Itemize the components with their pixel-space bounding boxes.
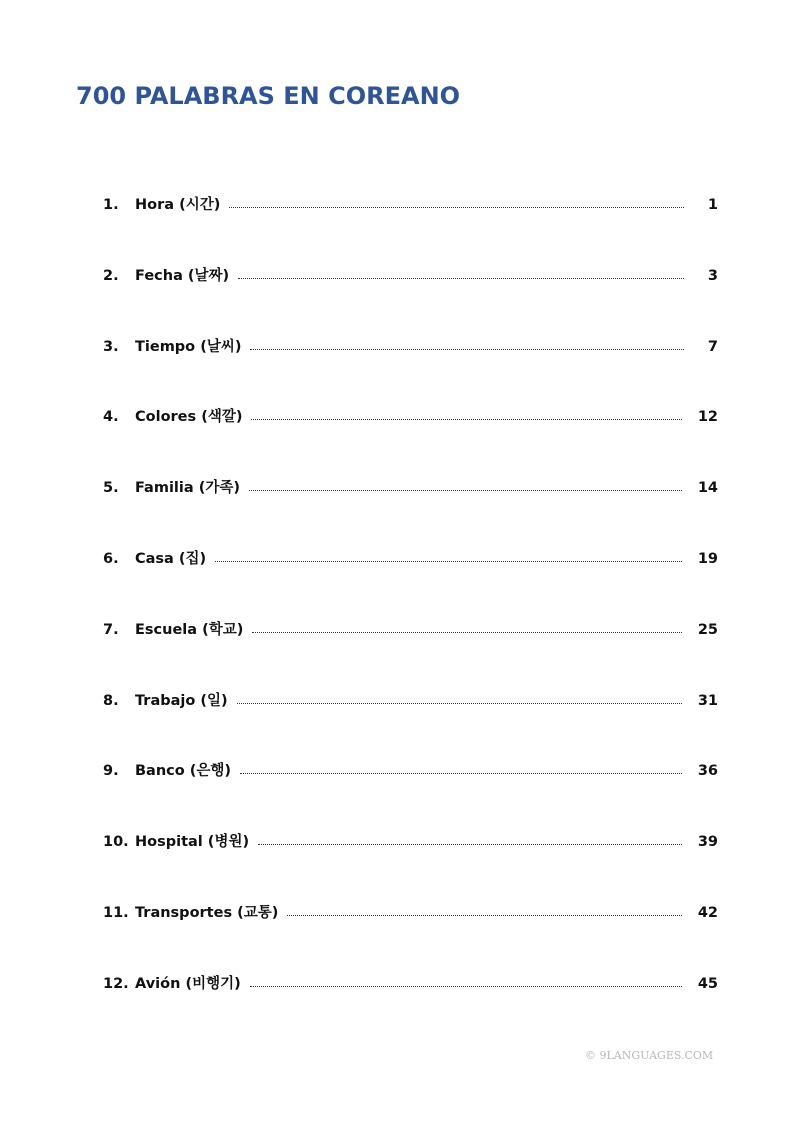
toc-entry-label: Banco (은행) (135, 763, 232, 780)
toc-entry[interactable] (103, 405, 718, 476)
toc-entry-page: 36 (697, 763, 718, 780)
toc-entry-page: 19 (697, 550, 718, 567)
toc-entry[interactable] (103, 689, 718, 760)
dot-leader (249, 489, 682, 491)
dot-leader (240, 772, 682, 774)
toc-entry[interactable] (103, 830, 718, 901)
toc-entry-page: 14 (697, 480, 718, 497)
toc-entry-page: 42 (697, 904, 718, 921)
toc-entry-number: 2. (103, 267, 119, 284)
dot-leader (229, 206, 684, 208)
toc-entry-number: 11. (103, 904, 129, 921)
toc-entry[interactable] (103, 193, 718, 264)
toc-entry-page: 25 (697, 621, 718, 638)
toc-entry[interactable] (103, 759, 718, 830)
toc-entry-page: 1 (707, 197, 718, 213)
toc-entry-number: 7. (103, 621, 119, 638)
dot-leader (287, 914, 681, 916)
toc-entry-label: Casa (집) (135, 550, 207, 567)
dot-leader (250, 348, 684, 350)
toc-entry-label: Colores (색깔) (135, 409, 243, 426)
toc-entry-number: 1. (103, 197, 119, 213)
toc-entry-number: 8. (103, 692, 119, 709)
toc-entry-number: 6. (103, 550, 119, 567)
dot-leader (251, 418, 681, 420)
copyright-watermark: © 9LANGUAGES.COM (585, 1049, 714, 1062)
toc-entry-number: 10. (103, 834, 129, 851)
toc-entry-number: 4. (103, 409, 119, 426)
toc-entry-label: Familia (가족) (135, 480, 240, 497)
toc-entry-label: Trabajo (일) (135, 692, 228, 709)
toc-entry-label: Transportes (교통) (135, 904, 279, 921)
toc-entry-number: 3. (103, 338, 119, 355)
page-title: 700 PALABRAS EN COREANO (76, 82, 461, 110)
toc-entry-label: Avión (비행기) (135, 975, 241, 992)
dot-leader (252, 631, 681, 633)
toc-entry-number: 12. (103, 975, 129, 992)
toc-entry-page: 7 (707, 338, 718, 355)
dot-leader (258, 843, 682, 845)
table-of-contents (103, 193, 718, 1043)
toc-entry[interactable] (103, 972, 718, 1043)
toc-entry[interactable] (103, 618, 718, 689)
toc-entry-page: 39 (697, 834, 718, 851)
toc-entry-label: Fecha (날짜) (135, 267, 230, 284)
toc-entry-page: 45 (697, 975, 718, 992)
toc-entry-label: Hospital (병원) (135, 834, 250, 851)
toc-entry-label: Escuela (학교) (135, 621, 244, 638)
dot-leader (238, 277, 684, 279)
dot-leader (215, 560, 682, 562)
dot-leader (237, 702, 682, 704)
toc-entry[interactable] (103, 476, 718, 547)
toc-entry-number: 9. (103, 763, 119, 780)
toc-entry-page: 31 (697, 692, 718, 709)
toc-entry-label: Tiempo (날씨) (135, 338, 242, 355)
toc-entry-label: Hora (시간) (135, 197, 221, 213)
toc-entry[interactable] (103, 264, 718, 335)
toc-entry-number: 5. (103, 480, 119, 497)
toc-entry[interactable] (103, 547, 718, 618)
toc-entry-page: 3 (707, 267, 718, 284)
toc-entry-page: 12 (697, 409, 718, 426)
toc-entry[interactable] (103, 901, 718, 972)
dot-leader (250, 985, 682, 987)
toc-entry[interactable] (103, 335, 718, 406)
